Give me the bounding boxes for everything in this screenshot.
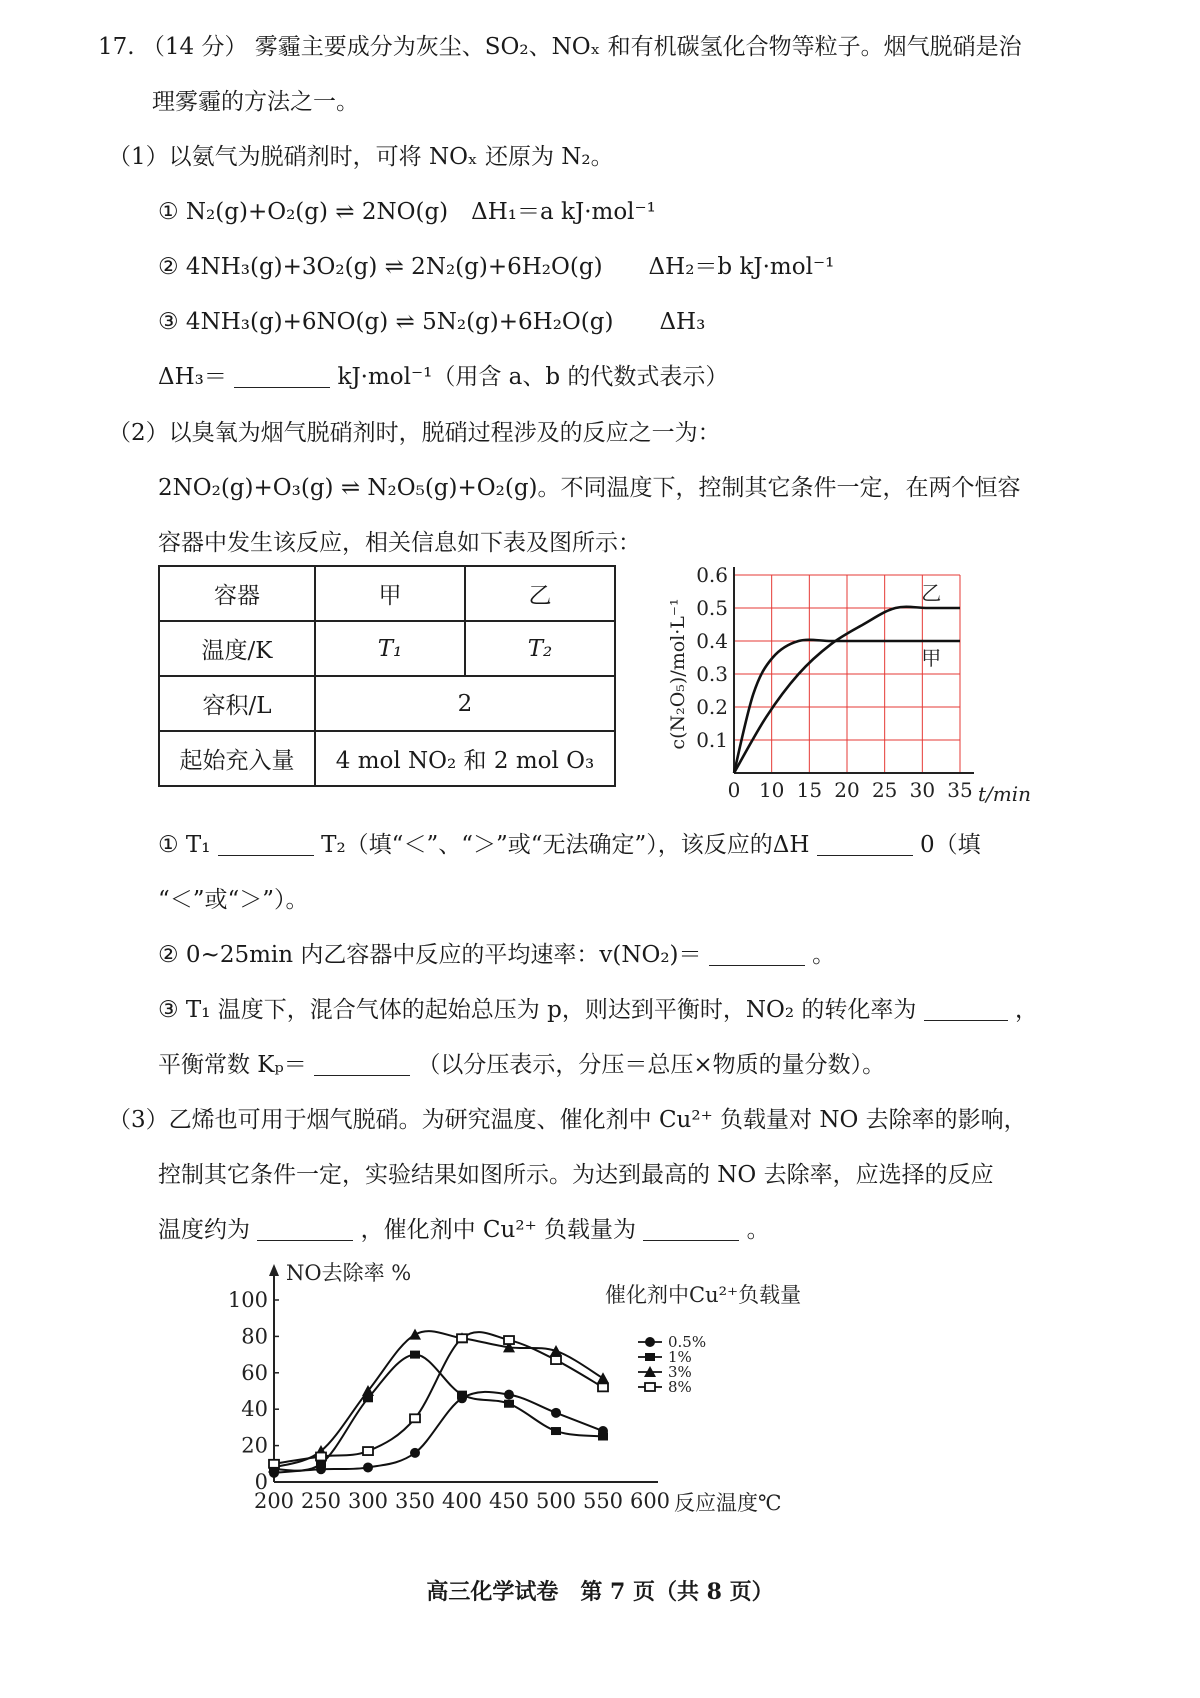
x-tick-label: 30 [909, 778, 936, 802]
x-tick-label: 400 [441, 1489, 483, 1513]
no-removal-chart [227, 1260, 900, 1540]
part3-line-3 [158, 1215, 770, 1245]
y-tick-label: 80 [241, 1324, 268, 1349]
delta-h3-label: ΔH₃＝ [158, 364, 227, 390]
x-tick-label: 10 [758, 778, 785, 802]
data-point [363, 1447, 373, 1455]
y-tick-label: 0.3 [696, 662, 728, 686]
y-tick-label: 0 [254, 1470, 268, 1494]
data-point [457, 1334, 467, 1342]
n2o5-concentration-chart [660, 555, 1030, 815]
answer-blank-t-compare[interactable] [218, 833, 314, 856]
data-point [551, 1427, 561, 1435]
question-score: （14 分） [141, 34, 248, 60]
answer-blank-delta-h3[interactable] [234, 365, 330, 388]
equation-3: ③ 4NH₃(g)+6NO(g) ⇌ 5N₂(g)+6H₂O(g) ΔH₃ [158, 309, 706, 335]
question-intro-line-1 [98, 32, 1022, 62]
data-point [645, 1353, 655, 1361]
answer-blank-delta-h-sign[interactable] [817, 833, 913, 856]
legend-title: 催化剂中Cu²⁺负载量 [605, 1283, 802, 1307]
part2-q1-line [158, 830, 981, 860]
series-label: 乙 [921, 581, 942, 605]
table-header-container: 容器 [159, 566, 315, 621]
page-footer: 高三化学试卷 第 7 页（共 8 页） [426, 1579, 774, 1605]
answer-blank-rate[interactable] [709, 943, 805, 966]
y-axis-arrow [269, 1264, 279, 1276]
y-tick-label: 0.1 [696, 728, 728, 752]
data-point [551, 1408, 561, 1418]
data-point [409, 1329, 421, 1340]
legend-entry: 1% [668, 1348, 692, 1366]
q1-prefix: ① T₁ [158, 832, 211, 858]
kp-label: 平衡常数 Kₚ＝ [158, 1052, 307, 1078]
x-tick-label: 450 [488, 1489, 530, 1513]
x-tick-label: 200 [253, 1489, 295, 1513]
x-tick-label: 35 [947, 778, 973, 802]
table-row-charge-label: 起始充入量 [159, 731, 315, 786]
q1-end: 0（填 [920, 832, 981, 858]
data-point [597, 1372, 609, 1383]
data-point [504, 1336, 514, 1344]
part2-equation: 2NO₂(g)+O₃(g) ⇌ N₂O₅(g)+O₂(g)。不同温度下，控制其它条件一定，在两个恒容 [158, 475, 1021, 501]
y-tick-label: 0.6 [696, 563, 728, 587]
x-tick-label: 500 [535, 1489, 577, 1513]
data-point [645, 1337, 655, 1347]
data-point [410, 1414, 420, 1422]
data-point [457, 1391, 467, 1399]
x-tick-label: 0 [727, 778, 741, 802]
y-tick-label: 0.5 [696, 596, 728, 620]
table-header-yi: 乙 [465, 566, 615, 621]
x-tick-label: 25 [871, 778, 898, 802]
y-axis-label: NO去除率 % [286, 1261, 412, 1285]
x-tick-label: 350 [394, 1489, 436, 1513]
data-point [551, 1356, 561, 1364]
part2-stem: （2）以臭氧为烟气脱硝剂时，脱硝过程涉及的反应之一为： [108, 420, 721, 446]
data-point [598, 1383, 608, 1391]
q3-text: ③ T₁ 温度下，混合气体的起始总压为 p，则达到平衡时，NO₂ 的转化率为 [158, 997, 917, 1023]
equation-1: ① N₂(g)+O₂(g) ⇌ 2NO(g) ΔH₁＝a kJ·mol⁻¹ [158, 199, 656, 225]
part3-temp-label: 温度约为 [158, 1217, 250, 1243]
y-tick-label: 0.4 [696, 629, 728, 653]
question-intro-line-2: 理雾霾的方法之一。 [152, 89, 359, 115]
legend-entry: 3% [668, 1363, 692, 1381]
answer-blank-conversion[interactable] [924, 998, 1008, 1021]
q2-text: ② 0~25min 内乙容器中反应的平均速率：v(NO₂)＝ [158, 942, 702, 968]
container-info-table [158, 565, 616, 787]
answer-blank-cu-loading[interactable] [643, 1218, 739, 1241]
table-row-temperature-label: 温度/K [159, 621, 315, 676]
x-tick-label: 15 [796, 778, 823, 802]
answer-blank-temperature[interactable] [257, 1218, 353, 1241]
x-tick-label: 600 [629, 1489, 671, 1513]
equation-2: ② 4NH₃(g)+3O₂(g) ⇌ 2N₂(g)+6H₂O(g) ΔH₂＝b kJ·mol⁻¹ [158, 254, 835, 280]
data-point [504, 1390, 514, 1400]
delta-h3-question [158, 362, 728, 392]
kp-note: （以分压表示，分压＝总压×物质的量分数）。 [417, 1052, 886, 1078]
table-cell-t1: T₁ [315, 621, 465, 676]
x-tick-label: 300 [347, 1489, 389, 1513]
q3-comma: ， [1014, 997, 1038, 1023]
part3-line-2: 控制其它条件一定，实验结果如图所示。为达到最高的 NO 去除率，应选择的反应 [158, 1162, 994, 1188]
data-point [598, 1433, 608, 1441]
x-tick-label: 550 [582, 1489, 624, 1513]
table-cell-charge: 4 mol NO₂ 和 2 mol O₃ [315, 731, 615, 786]
y-tick-label: 0.2 [696, 695, 728, 719]
part2-q3-cont [158, 1050, 885, 1080]
data-point [269, 1460, 279, 1468]
y-tick-label: 60 [241, 1360, 268, 1385]
table-row-volume-label: 容积/L [159, 676, 315, 731]
part1-stem: （1）以氨气为脱硝剂时，可将 NOₓ 还原为 N₂。 [108, 144, 614, 170]
part2-q3-line [158, 995, 1038, 1025]
table-cell-volume: 2 [315, 676, 615, 731]
q1-middle: T₂（填“＜”、“＞”或“无法确定”），该反应的ΔH [321, 832, 810, 858]
part2-equation-cont: 容器中发生该反应，相关信息如下表及图所示： [158, 530, 641, 556]
part3-end: 。 [746, 1217, 770, 1243]
series-label: 甲 [921, 646, 942, 670]
table-cell-t2: T₂ [465, 621, 615, 676]
legend-entry: 8% [668, 1378, 692, 1396]
data-point [410, 1448, 420, 1458]
y-tick-label: 20 [241, 1433, 268, 1458]
data-point [410, 1351, 420, 1359]
question-number: 17. [98, 34, 135, 60]
part2-q1-cont: “＜”或“＞”）。 [158, 887, 309, 913]
y-axis-label: c(N₂O₅)/mol·L⁻¹ [667, 598, 689, 750]
data-point [363, 1462, 373, 1472]
table-header-jia: 甲 [315, 566, 465, 621]
question-intro-text: 雾霾主要成分为灰尘、SO₂、NOₓ 和有机碳氢化合物等粒子。烟气脱硝是治 [254, 34, 1022, 60]
legend-entry: 0.5% [668, 1333, 707, 1351]
x-axis-label: 反应温度℃ [674, 1491, 782, 1515]
delta-h3-unit: kJ·mol⁻¹（用含 a、b 的代数式表示） [337, 364, 729, 390]
q2-end: 。 [812, 942, 836, 968]
y-tick-label: 40 [241, 1397, 268, 1422]
part3-cu-label: ，催化剂中 Cu²⁺ 负载量为 [360, 1217, 637, 1243]
y-tick-label: 100 [227, 1288, 268, 1312]
data-point [504, 1400, 514, 1408]
answer-blank-kp[interactable] [314, 1053, 410, 1076]
x-axis-label: t/min [978, 782, 1032, 806]
part2-q2-line [158, 940, 835, 970]
x-tick-label: 20 [834, 778, 860, 802]
x-tick-label: 250 [300, 1489, 342, 1513]
data-point [645, 1383, 655, 1391]
part3-line-1: （3）乙烯也可用于烟气脱硝。为研究温度、催化剂中 Cu²⁺ 负载量对 NO 去除率的影响， [108, 1107, 1027, 1133]
data-point [316, 1453, 326, 1461]
